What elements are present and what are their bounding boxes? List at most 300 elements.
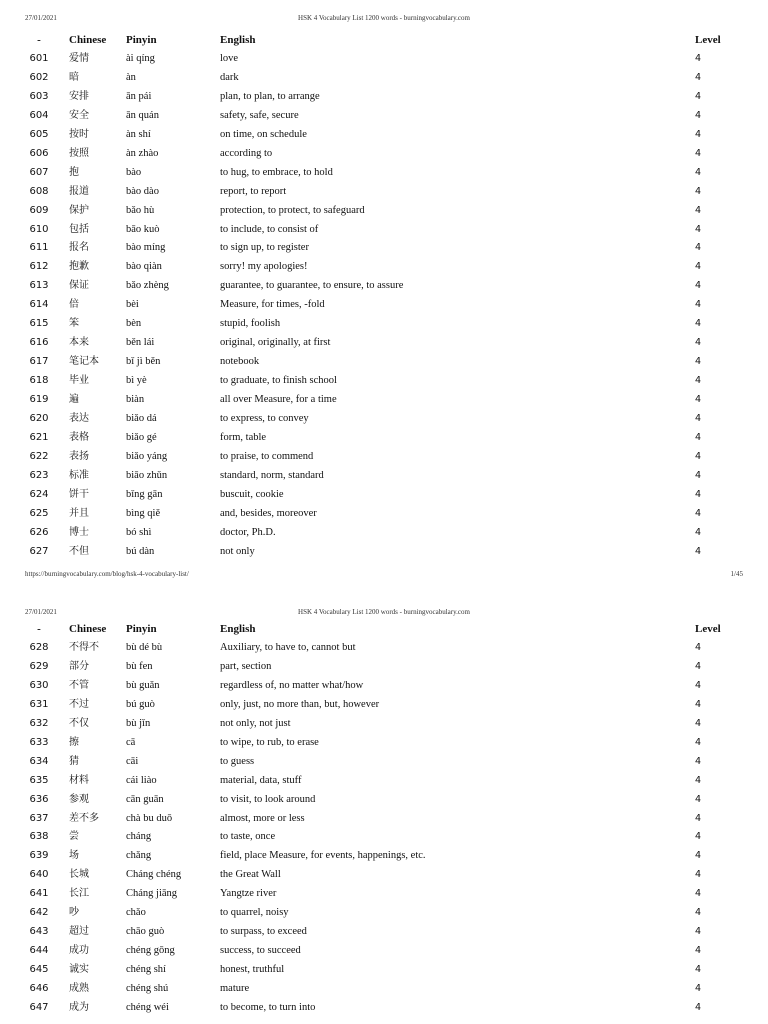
pinyin: bào dào bbox=[126, 185, 159, 197]
chinese-word: 长江 bbox=[69, 888, 89, 900]
word-number: 641 bbox=[29, 888, 49, 900]
pinyin: bǐng gān bbox=[126, 488, 163, 500]
english-meaning: material, data, stuff bbox=[220, 774, 302, 786]
pinyin: àn shí bbox=[126, 128, 151, 140]
word-number: 646 bbox=[29, 983, 49, 995]
word-number: 624 bbox=[29, 488, 49, 500]
pinyin: ān pái bbox=[126, 90, 152, 102]
chinese-word: 擦 bbox=[69, 736, 79, 748]
chinese-word: 安全 bbox=[69, 109, 89, 121]
english-meaning: part, section bbox=[220, 660, 272, 672]
chinese-word: 长城 bbox=[69, 869, 89, 881]
word-number: 609 bbox=[29, 204, 49, 216]
english-meaning: to sign up, to register bbox=[220, 242, 309, 254]
table-row bbox=[0, 543, 768, 561]
chinese-word: 场 bbox=[69, 850, 79, 862]
english-meaning: Yangtze river bbox=[220, 888, 277, 900]
chinese-word: 毕业 bbox=[69, 375, 89, 387]
hsk-level: 4 bbox=[695, 166, 702, 178]
pinyin: chāo guò bbox=[126, 926, 165, 938]
chinese-word: 成功 bbox=[69, 945, 89, 957]
page-header bbox=[0, 608, 768, 620]
word-number: 635 bbox=[29, 774, 49, 786]
word-number: 610 bbox=[29, 223, 49, 235]
chinese-word: 笨 bbox=[69, 318, 79, 330]
hsk-level: 4 bbox=[695, 109, 702, 121]
word-number: 643 bbox=[29, 926, 49, 938]
table-row bbox=[0, 904, 768, 922]
table-row bbox=[0, 999, 768, 1017]
chinese-word: 成熟 bbox=[69, 983, 89, 995]
table-row bbox=[0, 696, 768, 714]
table-row bbox=[0, 505, 768, 523]
word-number: 603 bbox=[29, 90, 49, 102]
word-number: 626 bbox=[29, 526, 49, 538]
table-header-row bbox=[0, 31, 768, 49]
chinese-word: 报道 bbox=[69, 185, 89, 197]
english-meaning: to visit, to look around bbox=[220, 793, 316, 805]
hsk-level: 4 bbox=[695, 831, 702, 843]
word-number: 608 bbox=[29, 185, 49, 197]
chinese-word: 不但 bbox=[69, 545, 89, 557]
word-number: 616 bbox=[29, 337, 49, 349]
document-title: HSK 4 Vocabulary List 1200 words - burningvocabulary.com bbox=[298, 608, 470, 616]
table-row bbox=[0, 315, 768, 333]
hsk-level: 4 bbox=[695, 983, 702, 995]
word-number: 605 bbox=[29, 128, 49, 140]
pinyin: biǎo gé bbox=[126, 431, 157, 443]
hsk-level: 4 bbox=[695, 52, 702, 64]
page-number: 1/45 bbox=[730, 570, 743, 578]
hsk-level: 4 bbox=[695, 526, 702, 538]
english-meaning: stupid, foolish bbox=[220, 318, 281, 330]
word-number: 632 bbox=[29, 717, 49, 729]
hsk-level: 4 bbox=[695, 869, 702, 881]
hsk-level: 4 bbox=[695, 223, 702, 235]
english-meaning: not only bbox=[220, 545, 255, 557]
pinyin: bìng qiě bbox=[126, 507, 161, 519]
chinese-word: 博士 bbox=[69, 526, 89, 538]
hsk-level: 4 bbox=[695, 71, 702, 83]
table-row bbox=[0, 164, 768, 182]
word-number: 647 bbox=[29, 1002, 49, 1013]
hsk-level: 4 bbox=[695, 812, 702, 824]
hsk-level: 4 bbox=[695, 90, 702, 102]
table-row bbox=[0, 847, 768, 865]
pinyin: bāo kuò bbox=[126, 223, 160, 235]
word-number: 619 bbox=[29, 394, 49, 406]
pinyin: bù fen bbox=[126, 660, 153, 672]
hsk-level: 4 bbox=[695, 793, 702, 805]
table-row bbox=[0, 258, 768, 276]
pinyin: bào míng bbox=[126, 242, 166, 254]
word-number: 617 bbox=[29, 356, 49, 368]
pinyin: ān quán bbox=[126, 109, 159, 121]
chinese-word: 暗 bbox=[69, 71, 79, 83]
chinese-word: 包括 bbox=[69, 223, 89, 235]
chinese-word: 保护 bbox=[69, 204, 89, 216]
table-row bbox=[0, 277, 768, 295]
pinyin: chǎo bbox=[126, 907, 146, 919]
english-meaning: only, just, no more than, but, however bbox=[220, 698, 380, 710]
hsk-level: 4 bbox=[695, 926, 702, 938]
table-row bbox=[0, 866, 768, 884]
english-meaning: to become, to turn into bbox=[220, 1002, 316, 1013]
print-date: 27/01/2021 bbox=[25, 14, 57, 22]
hsk-level: 4 bbox=[695, 774, 702, 786]
chinese-word: 材料 bbox=[69, 774, 89, 786]
word-number: 606 bbox=[29, 147, 49, 159]
chinese-word: 不管 bbox=[69, 679, 89, 691]
english-meaning: sorry! my apologies! bbox=[220, 261, 308, 273]
hsk-level: 4 bbox=[695, 356, 702, 368]
chinese-word: 笔记本 bbox=[69, 356, 99, 368]
word-number: 638 bbox=[29, 831, 49, 843]
word-number: 644 bbox=[29, 945, 49, 957]
english-meaning: not only, not just bbox=[220, 717, 291, 729]
pinyin: Cháng jiāng bbox=[126, 888, 178, 900]
pinyin: bù jǐn bbox=[126, 717, 151, 729]
pinyin: cān guān bbox=[126, 793, 164, 805]
word-number: 620 bbox=[29, 413, 49, 424]
table-row bbox=[0, 639, 768, 657]
word-number: 618 bbox=[29, 375, 49, 387]
english-meaning: to quarrel, noisy bbox=[220, 907, 289, 919]
table-row bbox=[0, 372, 768, 390]
english-meaning: to express, to convey bbox=[220, 413, 309, 424]
hsk-level: 4 bbox=[695, 964, 702, 976]
table-row bbox=[0, 524, 768, 542]
source-url[interactable]: https://burningvocabulary.com/blog/hsk-4-vocabulary-list/ bbox=[25, 570, 189, 578]
hsk-level: 4 bbox=[695, 242, 702, 254]
word-number: 639 bbox=[29, 850, 49, 862]
word-number: 637 bbox=[29, 812, 49, 824]
english-meaning: to taste, once bbox=[220, 831, 276, 843]
hsk-level: 4 bbox=[695, 488, 702, 500]
hsk-level: 4 bbox=[695, 850, 702, 862]
table-header-row bbox=[0, 620, 768, 638]
pinyin: chéng wéi bbox=[126, 1002, 169, 1013]
hsk-level: 4 bbox=[695, 450, 702, 462]
chinese-word: 抱 bbox=[69, 166, 79, 178]
word-number: 607 bbox=[29, 166, 49, 178]
hsk-level: 4 bbox=[695, 413, 702, 424]
word-number: 629 bbox=[29, 660, 49, 672]
table-row bbox=[0, 69, 768, 87]
english-meaning: to hug, to embrace, to hold bbox=[220, 166, 333, 178]
english-meaning: doctor, Ph.D. bbox=[220, 526, 276, 538]
chinese-word: 表扬 bbox=[69, 450, 89, 462]
hsk-level: 4 bbox=[695, 185, 702, 197]
chinese-word: 尝 bbox=[69, 831, 79, 843]
hsk-level: 4 bbox=[695, 679, 702, 691]
column-header-english-meaning: English bbox=[220, 623, 256, 635]
chinese-word: 饼干 bbox=[69, 488, 89, 500]
chinese-word: 保证 bbox=[69, 280, 89, 292]
english-meaning: Auxiliary, to have to, cannot but bbox=[220, 641, 356, 653]
chinese-word: 差不多 bbox=[69, 812, 99, 824]
word-number: 625 bbox=[29, 507, 49, 519]
word-number: 621 bbox=[29, 431, 49, 443]
english-meaning: report, to report bbox=[220, 185, 287, 197]
table-row bbox=[0, 980, 768, 998]
chinese-word: 表格 bbox=[69, 431, 89, 443]
word-number: 611 bbox=[29, 242, 49, 254]
english-meaning: field, place Measure, for events, happenings, etc. bbox=[220, 850, 426, 862]
english-meaning: original, originally, at first bbox=[220, 337, 331, 349]
hsk-level: 4 bbox=[695, 318, 702, 330]
table-row bbox=[0, 50, 768, 68]
english-meaning: form, table bbox=[220, 431, 267, 443]
table-row bbox=[0, 353, 768, 371]
pinyin: biǎo yáng bbox=[126, 450, 168, 462]
pinyin: běn lái bbox=[126, 337, 155, 349]
hsk-level: 4 bbox=[695, 907, 702, 919]
pinyin: àn zhào bbox=[126, 147, 159, 159]
chinese-word: 爱情 bbox=[69, 52, 89, 64]
column-header-word-number: - bbox=[37, 34, 41, 46]
chinese-word: 抱歉 bbox=[69, 261, 89, 273]
chinese-word: 标准 bbox=[69, 469, 89, 481]
word-number: 634 bbox=[29, 755, 49, 767]
table-row bbox=[0, 734, 768, 752]
hsk-level: 4 bbox=[695, 888, 702, 900]
pinyin: biàn bbox=[126, 394, 145, 406]
hsk-level: 4 bbox=[695, 128, 702, 140]
word-number: 636 bbox=[29, 793, 49, 805]
print-date: 27/01/2021 bbox=[25, 608, 57, 616]
hsk-level: 4 bbox=[695, 469, 702, 481]
table-row bbox=[0, 391, 768, 409]
word-number: 604 bbox=[29, 109, 49, 121]
english-meaning: to wipe, to rub, to erase bbox=[220, 736, 319, 748]
chinese-word: 部分 bbox=[69, 660, 89, 672]
pinyin: chéng shú bbox=[126, 983, 169, 995]
word-number: 612 bbox=[29, 261, 49, 273]
english-meaning: according to bbox=[220, 147, 273, 159]
pinyin: Cháng chéng bbox=[126, 869, 182, 881]
english-meaning: protection, to protect, to safeguard bbox=[220, 204, 365, 216]
table-row bbox=[0, 183, 768, 201]
pinyin: àn bbox=[126, 71, 136, 83]
english-meaning: mature bbox=[220, 983, 250, 995]
pinyin: biǎo dá bbox=[126, 413, 157, 424]
hsk-level: 4 bbox=[695, 280, 702, 292]
table-row bbox=[0, 942, 768, 960]
chinese-word: 倍 bbox=[69, 299, 79, 311]
english-meaning: almost, more or less bbox=[220, 812, 305, 824]
hsk-level: 4 bbox=[695, 431, 702, 443]
chinese-word: 不仅 bbox=[69, 717, 89, 729]
pinyin: bú guò bbox=[126, 698, 155, 710]
table-row bbox=[0, 923, 768, 941]
english-meaning: and, besides, moreover bbox=[220, 507, 317, 519]
hsk-level: 4 bbox=[695, 1002, 702, 1013]
table-row bbox=[0, 126, 768, 144]
pinyin: bǐ jì běn bbox=[126, 356, 161, 368]
word-number: 613 bbox=[29, 280, 49, 292]
word-number: 633 bbox=[29, 736, 49, 748]
table-row bbox=[0, 486, 768, 504]
hsk-level: 4 bbox=[695, 507, 702, 519]
chinese-word: 并且 bbox=[69, 507, 89, 519]
chinese-word: 按照 bbox=[69, 147, 89, 159]
pinyin: chéng gōng bbox=[126, 945, 175, 957]
hsk-level: 4 bbox=[695, 641, 702, 653]
hsk-level: 4 bbox=[695, 717, 702, 729]
pinyin: bú dàn bbox=[126, 545, 155, 557]
table-row bbox=[0, 88, 768, 106]
hsk-level: 4 bbox=[695, 545, 702, 557]
word-number: 640 bbox=[29, 869, 49, 881]
chinese-word: 不过 bbox=[69, 698, 89, 710]
word-number: 631 bbox=[29, 698, 49, 710]
chinese-word: 报名 bbox=[69, 242, 89, 254]
word-number: 642 bbox=[29, 907, 49, 919]
hsk-level: 4 bbox=[695, 299, 702, 311]
english-meaning: love bbox=[220, 52, 239, 64]
table-row bbox=[0, 715, 768, 733]
english-meaning: all over Measure, for a time bbox=[220, 394, 337, 406]
table-row bbox=[0, 296, 768, 314]
pinyin: cā bbox=[126, 736, 136, 748]
pinyin: cháng bbox=[126, 831, 152, 843]
chinese-word: 本来 bbox=[69, 337, 89, 349]
chinese-word: 诚实 bbox=[69, 964, 89, 976]
hsk-level: 4 bbox=[695, 204, 702, 216]
document-title: HSK 4 Vocabulary List 1200 words - burningvocabulary.com bbox=[298, 14, 470, 22]
hsk-level: 4 bbox=[695, 375, 702, 387]
table-row bbox=[0, 885, 768, 903]
hsk-level: 4 bbox=[695, 337, 702, 349]
table-row bbox=[0, 107, 768, 125]
word-number: 601 bbox=[29, 52, 49, 64]
column-header-word-number: - bbox=[37, 623, 41, 635]
table-row bbox=[0, 467, 768, 485]
hsk-level: 4 bbox=[695, 736, 702, 748]
word-number: 628 bbox=[29, 641, 49, 653]
pinyin: chéng shí bbox=[126, 964, 166, 976]
pinyin: cái liào bbox=[126, 774, 157, 786]
table-row bbox=[0, 791, 768, 809]
english-meaning: regardless of, no matter what/how bbox=[220, 679, 364, 691]
pinyin: biāo zhǔn bbox=[126, 469, 168, 481]
hsk-level: 4 bbox=[695, 147, 702, 159]
table-row bbox=[0, 410, 768, 428]
english-meaning: success, to succeed bbox=[220, 945, 301, 957]
english-meaning: on time, on schedule bbox=[220, 128, 307, 140]
table-row bbox=[0, 658, 768, 676]
english-meaning: standard, norm, standard bbox=[220, 469, 324, 481]
chinese-word: 不得不 bbox=[69, 641, 99, 653]
english-meaning: buscuit, cookie bbox=[220, 488, 284, 500]
hsk-level: 4 bbox=[695, 945, 702, 957]
word-number: 602 bbox=[29, 71, 49, 83]
english-meaning: Measure, for times, -fold bbox=[220, 299, 325, 311]
english-meaning: plan, to plan, to arrange bbox=[220, 90, 320, 102]
word-number: 622 bbox=[29, 450, 49, 462]
english-meaning: notebook bbox=[220, 356, 260, 368]
hsk-level: 4 bbox=[695, 755, 702, 767]
table-row bbox=[0, 448, 768, 466]
chinese-word: 吵 bbox=[69, 907, 79, 919]
english-meaning: the Great Wall bbox=[220, 869, 281, 881]
column-header-pinyin: Pinyin bbox=[126, 34, 157, 46]
page-header bbox=[0, 14, 768, 26]
hsk-level: 4 bbox=[695, 698, 702, 710]
english-meaning: to include, to consist of bbox=[220, 223, 319, 235]
table-row bbox=[0, 239, 768, 257]
table-row bbox=[0, 202, 768, 220]
word-number: 645 bbox=[29, 964, 49, 976]
hsk-level: 4 bbox=[695, 660, 702, 672]
chinese-word: 安排 bbox=[69, 90, 89, 102]
english-meaning: honest, truthful bbox=[220, 964, 285, 976]
english-meaning: to guess bbox=[220, 755, 255, 767]
column-header-chinese-word: Chinese bbox=[69, 34, 107, 46]
pinyin: chǎng bbox=[126, 850, 152, 862]
chinese-word: 按时 bbox=[69, 128, 89, 140]
table-row bbox=[0, 810, 768, 828]
column-header-hsk-level: Level bbox=[695, 34, 721, 46]
hsk-level: 4 bbox=[695, 394, 702, 406]
table-row bbox=[0, 961, 768, 979]
english-meaning: to graduate, to finish school bbox=[220, 375, 337, 387]
table-row bbox=[0, 677, 768, 695]
document-page-2 bbox=[0, 590, 768, 1024]
word-number: 614 bbox=[29, 299, 49, 311]
pinyin: bǎo hù bbox=[126, 204, 155, 216]
table-row bbox=[0, 753, 768, 771]
word-number: 627 bbox=[29, 545, 49, 557]
table-row bbox=[0, 145, 768, 163]
column-header-english-meaning: English bbox=[220, 34, 256, 46]
hsk-level: 4 bbox=[695, 261, 702, 273]
word-number: 630 bbox=[29, 679, 49, 691]
column-header-chinese-word: Chinese bbox=[69, 623, 107, 635]
english-meaning: dark bbox=[220, 71, 239, 83]
english-meaning: guarantee, to guarantee, to ensure, to assure bbox=[220, 280, 404, 292]
chinese-word: 参观 bbox=[69, 793, 89, 805]
page-footer bbox=[0, 570, 768, 582]
pinyin: bù guǎn bbox=[126, 679, 160, 691]
english-meaning: to praise, to commend bbox=[220, 450, 314, 462]
pinyin: bèn bbox=[126, 318, 142, 330]
pinyin: bù dé bù bbox=[126, 641, 163, 653]
table-row bbox=[0, 221, 768, 239]
table-row bbox=[0, 772, 768, 790]
pinyin: bèi bbox=[126, 299, 139, 311]
word-number: 623 bbox=[29, 469, 49, 481]
english-meaning: safety, safe, secure bbox=[220, 109, 299, 121]
pinyin: bào qiàn bbox=[126, 261, 162, 273]
chinese-word: 猜 bbox=[69, 755, 79, 767]
english-meaning: to surpass, to exceed bbox=[220, 926, 307, 938]
column-header-pinyin: Pinyin bbox=[126, 623, 157, 635]
table-row bbox=[0, 828, 768, 846]
pinyin: ài qíng bbox=[126, 52, 155, 64]
chinese-word: 表达 bbox=[69, 413, 89, 424]
table-row bbox=[0, 429, 768, 447]
table-row bbox=[0, 334, 768, 352]
chinese-word: 成为 bbox=[69, 1002, 89, 1013]
word-number: 615 bbox=[29, 318, 49, 330]
chinese-word: 遍 bbox=[69, 394, 79, 406]
chinese-word: 超过 bbox=[69, 926, 89, 938]
pinyin: chà bu duō bbox=[126, 812, 173, 824]
pinyin: bào bbox=[126, 166, 142, 178]
pinyin: bì yè bbox=[126, 375, 147, 387]
